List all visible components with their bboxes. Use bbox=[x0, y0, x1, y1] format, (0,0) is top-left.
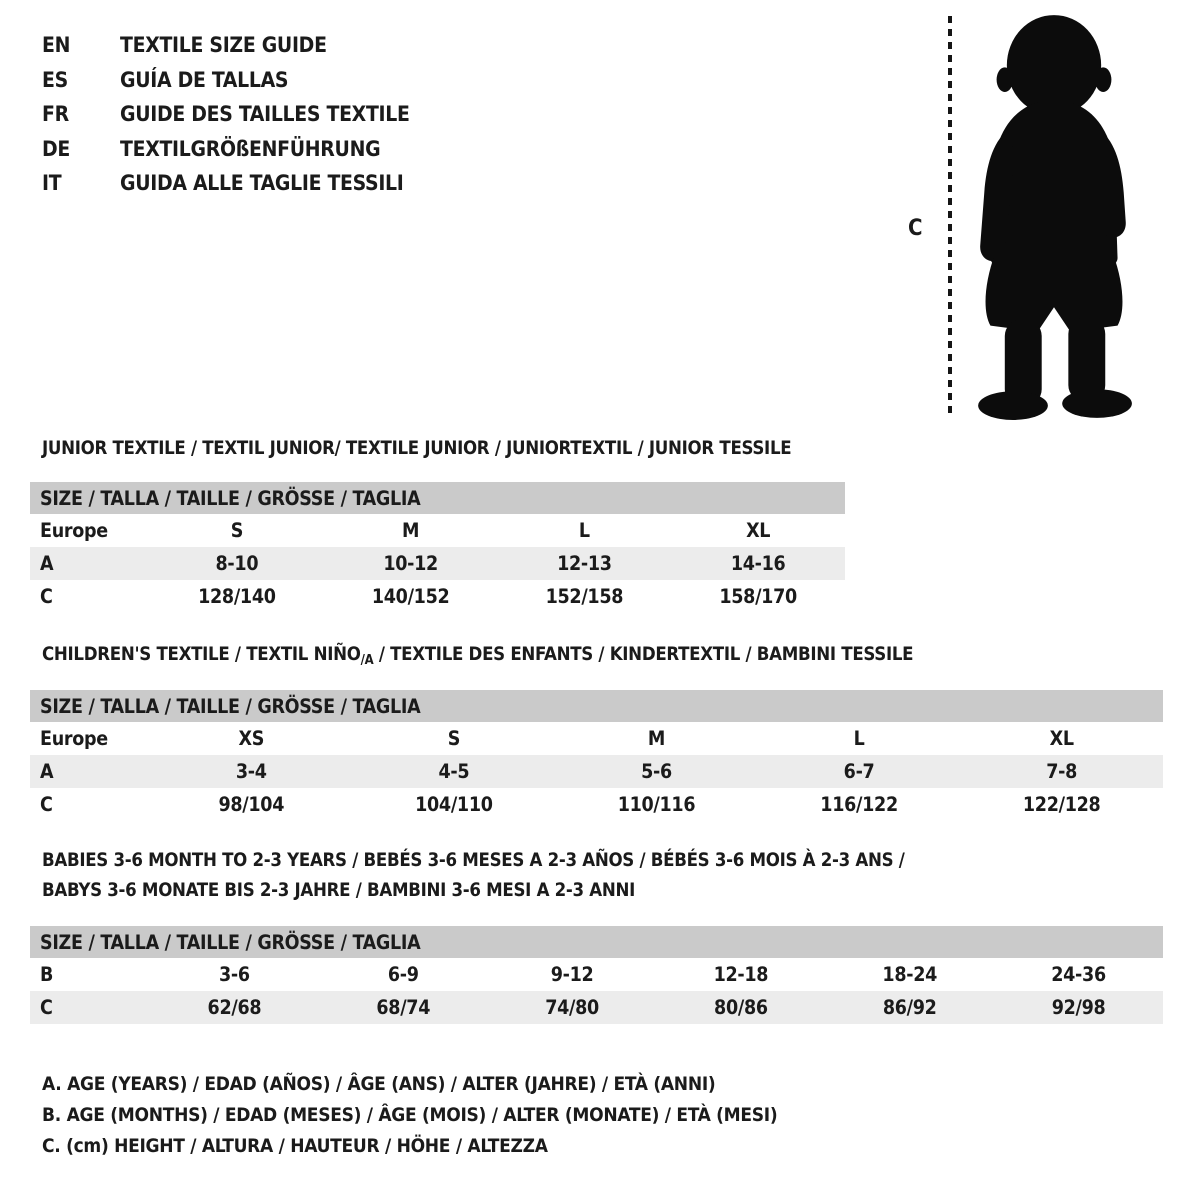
size-cell: XL bbox=[746, 519, 771, 542]
age-cell: 5-6 bbox=[641, 760, 672, 783]
table-row-age-years bbox=[30, 547, 845, 580]
children-section-heading bbox=[42, 644, 913, 668]
junior-section-heading: JUNIOR TEXTILE / TEXTIL JUNIOR/ TEXTILE JUNIOR / JUNIORTEXTIL / JUNIOR TESSILE bbox=[42, 438, 792, 459]
age-cell: 6-7 bbox=[843, 760, 875, 783]
age-cell: 24-36 bbox=[1051, 963, 1106, 986]
guide-title: GUIDA ALLE TAGLIE TESSILI bbox=[120, 171, 404, 196]
row-label: Europe bbox=[40, 519, 108, 542]
row-label: Europe bbox=[40, 727, 108, 750]
age-cell: 14-16 bbox=[730, 552, 786, 575]
junior-size-table bbox=[30, 482, 845, 613]
table-row-height-cm bbox=[30, 991, 1163, 1024]
age-cell: 3-6 bbox=[219, 963, 250, 986]
height-cell: 140/152 bbox=[371, 585, 450, 608]
height-cell: 152/158 bbox=[545, 585, 624, 608]
age-cell: 12-18 bbox=[713, 963, 769, 986]
language-code: EN bbox=[42, 33, 71, 58]
height-cell: 110/116 bbox=[617, 793, 696, 816]
children-heading-suffix: / TEXTILE DES ENFANTS / KINDERTEXTIL / BAMBINI TESSILE bbox=[373, 644, 914, 665]
height-cell: 116/122 bbox=[820, 793, 898, 816]
table-row-height-cm bbox=[30, 788, 1163, 821]
height-cell: 122/128 bbox=[1022, 793, 1101, 816]
age-cell: 10-12 bbox=[383, 552, 438, 575]
row-label: A bbox=[40, 760, 54, 783]
height-cell: 80/86 bbox=[714, 996, 768, 1019]
height-cell: 128/140 bbox=[198, 585, 276, 608]
size-cell: L bbox=[853, 727, 865, 750]
height-cell: 98/104 bbox=[218, 793, 285, 816]
language-code: DE bbox=[42, 136, 70, 161]
height-cell: 104/110 bbox=[415, 793, 493, 816]
size-cell: S bbox=[447, 727, 461, 750]
legend-line-b: B. AGE (MONTHS) / EDAD (MESES) / ÂGE (MOIS) / ALTER (MONATE) / ETÀ (MESI) bbox=[42, 1103, 778, 1126]
age-cell: 6-9 bbox=[387, 963, 419, 986]
language-row-fr bbox=[42, 97, 410, 132]
table-row-age-months bbox=[30, 958, 1163, 991]
size-header-bar: SIZE / TALLA / TAILLE / GRÖSSE / TAGLIA bbox=[30, 482, 845, 514]
age-cell: 8-10 bbox=[215, 552, 259, 575]
height-cell: 86/92 bbox=[882, 996, 937, 1019]
language-code: ES bbox=[42, 67, 68, 92]
guide-title: TEXTILGRÖßENFÜHRUNG bbox=[120, 136, 381, 161]
babies-section-heading-line1: BABIES 3-6 MONTH TO 2-3 YEARS / BEBÉS 3-6 MESES A 2-3 AÑOS / BÉBÉS 3-6 MOIS À 2-3 ANS / bbox=[42, 850, 905, 871]
language-code: FR bbox=[42, 102, 69, 127]
age-cell: 9-12 bbox=[550, 963, 594, 986]
babies-size-table bbox=[30, 926, 1163, 1024]
language-row-en bbox=[42, 28, 410, 63]
legend-line-c: C. (cm) HEIGHT / ALTURA / HAUTEUR / HÖHE / ALTEZZA bbox=[42, 1134, 548, 1157]
language-row-es bbox=[42, 63, 410, 98]
legend-line-a: A. AGE (YEARS) / EDAD (AÑOS) / ÂGE (ANS) / ALTER (JAHRE) / ETÀ (ANNI) bbox=[42, 1072, 716, 1095]
height-cell: 158/170 bbox=[719, 585, 797, 608]
size-cell: XL bbox=[1049, 727, 1074, 750]
table-row-europe bbox=[30, 514, 845, 547]
children-heading-prefix: CHILDREN'S TEXTILE / TEXTIL NIÑO bbox=[42, 644, 361, 665]
language-row-it bbox=[42, 166, 410, 201]
babies-section-heading-line2: BABYS 3-6 MONATE BIS 2-3 JAHRE / BAMBINI 3-6 MESI A 2-3 ANNI bbox=[42, 880, 636, 901]
language-title-list bbox=[42, 28, 410, 201]
size-header-bar: SIZE / TALLA / TAILLE / GRÖSSE / TAGLIA bbox=[30, 926, 1163, 958]
toddler-silhouette-image bbox=[958, 12, 1150, 422]
language-row-de bbox=[42, 132, 410, 167]
size-cell: S bbox=[230, 519, 244, 542]
height-measure-label: C bbox=[908, 216, 923, 241]
guide-title: GUIDE DES TAILLES TEXTILE bbox=[120, 102, 410, 127]
size-cell: M bbox=[402, 519, 420, 542]
guide-title: GUÍA DE TALLAS bbox=[120, 67, 289, 92]
height-cell: 92/98 bbox=[1051, 996, 1106, 1019]
size-header-bar: SIZE / TALLA / TAILLE / GRÖSSE / TAGLIA bbox=[30, 690, 1163, 722]
row-label: C bbox=[40, 996, 53, 1019]
row-label: C bbox=[40, 585, 53, 608]
row-label: A bbox=[40, 552, 54, 575]
language-code: IT bbox=[42, 171, 62, 196]
height-measure-dashed-line bbox=[948, 16, 952, 416]
guide-title: TEXTILE SIZE GUIDE bbox=[120, 33, 327, 58]
row-label: C bbox=[40, 793, 53, 816]
age-cell: 4-5 bbox=[438, 760, 470, 783]
height-cell: 74/80 bbox=[545, 996, 599, 1019]
age-cell: 12-13 bbox=[557, 552, 612, 575]
children-size-table bbox=[30, 690, 1163, 821]
height-cell: 68/74 bbox=[376, 996, 431, 1019]
table-row-europe bbox=[30, 722, 1163, 755]
age-cell: 18-24 bbox=[882, 963, 938, 986]
measure-legend bbox=[42, 1068, 777, 1161]
table-row-height-cm bbox=[30, 580, 845, 613]
row-label: B bbox=[40, 963, 54, 986]
table-row-age-years bbox=[30, 755, 1163, 788]
children-heading-sub: /A bbox=[360, 653, 374, 668]
height-cell: 62/68 bbox=[207, 996, 262, 1019]
size-cell: L bbox=[578, 519, 590, 542]
age-cell: 7-8 bbox=[1046, 760, 1078, 783]
size-cell: XS bbox=[238, 727, 265, 750]
age-cell: 3-4 bbox=[235, 760, 267, 783]
size-cell: M bbox=[647, 727, 666, 750]
